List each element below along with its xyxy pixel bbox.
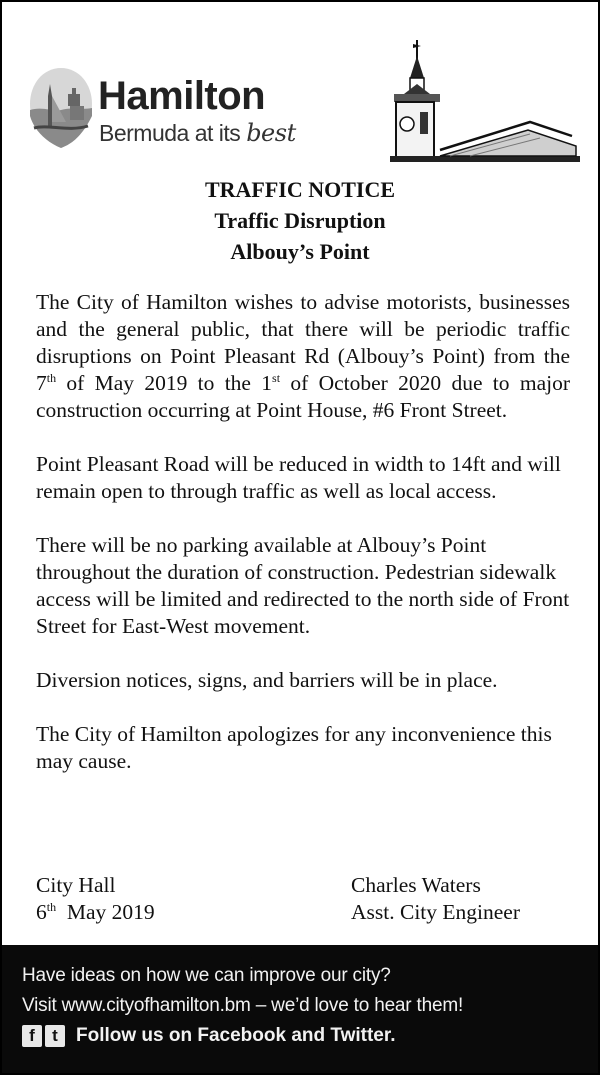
signature-left [36,872,155,926]
paragraph-road-width: Point Pleasant Road will be reduced in width to 14ft and will remain open to through traffic as well as local access. [36,452,561,503]
notice-subject: Traffic Disruption [214,208,386,233]
notice-body [2,289,598,775]
header [2,2,598,164]
notice-titles [2,174,598,267]
paragraph-diversion: Diversion notices, signs, and barriers will be in place. [36,668,498,692]
intro-text-3: of October 2020 due to major construction occurring at Point House, #6 Front Street. [36,371,570,422]
logo-wordmark: Hamilton [98,74,266,118]
follow-us-text: Follow us on Facebook and Twitter. [76,1025,396,1046]
paragraph-apology: The City of Hamilton apologizes for any inconvenience this may cause. [36,722,552,773]
footer-banner [2,945,598,1073]
hamilton-logo-emblem-icon [28,66,94,150]
intro-sup-2: st [272,370,281,385]
notice-heading: TRAFFIC NOTICE [204,177,396,202]
signatory-name: Charles Waters [351,873,481,897]
paragraph-parking: There will be no parking available at Albouy’s Point throughout the duration of construction. Pedestrian sidewalk access will be limited and redirected to the north side of Front Street for East-West movement. [36,533,570,638]
date-day: 6 [36,900,47,924]
intro-text-2: of May 2019 to the 1 [56,371,273,395]
logo-tagline [99,120,296,146]
date-rest: May 2019 [56,900,155,924]
signature-right [351,872,520,926]
logo-tagline-accent: best [246,119,296,147]
footer-line-ideas: Have ideas on how we can improve our city? [22,965,391,986]
clock-tower-icon [380,38,580,162]
facebook-icon[interactable]: f [22,1025,42,1047]
paragraph-intro [36,289,570,424]
date-sup: th [46,899,57,914]
twitter-icon[interactable]: t [45,1025,65,1047]
notice-location: Albouy’s Point [230,239,370,264]
social-row [22,1025,598,1047]
signatory-title: Asst. City Engineer [351,900,520,924]
signature-office: City Hall [36,873,116,897]
intro-text-1: The City of Hamilton wishes to advise motorists, businesses and the general public, that there will be periodic traffic disruptions on Point Pleasant Rd (Albouy’s Point) from the 7 [36,290,570,395]
logo-tagline-text: Bermuda at its [99,120,241,146]
intro-sup-1: th [46,370,57,385]
footer-line-website[interactable]: Visit www.cityofhamilton.bm – we’d love to hear them! [22,995,464,1016]
signature-date [36,899,155,926]
